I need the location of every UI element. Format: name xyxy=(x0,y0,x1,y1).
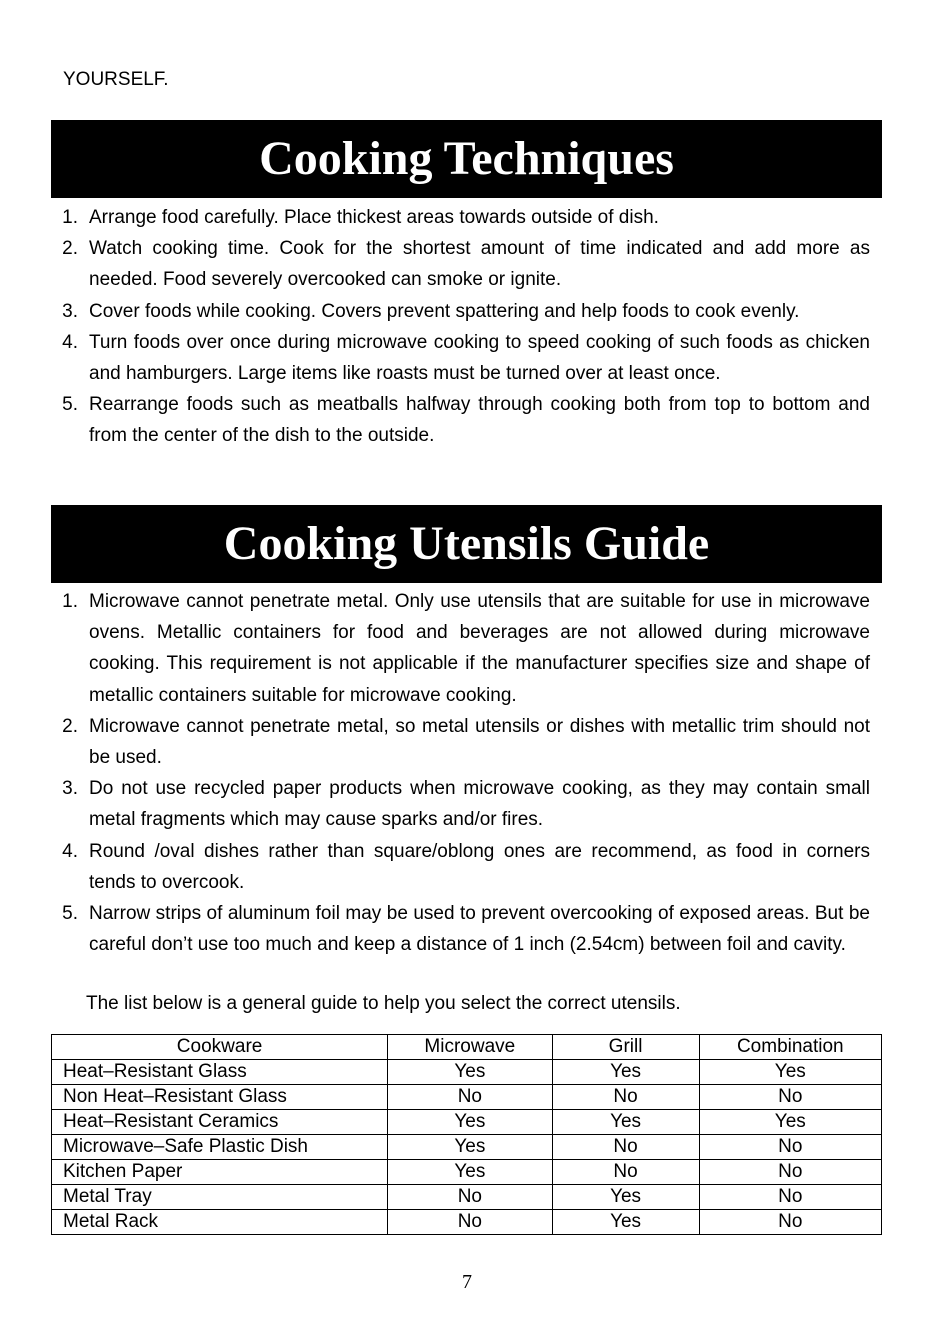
cookware-cell: Heat–Resistant Ceramics xyxy=(52,1110,388,1135)
item-text: Narrow strips of aluminum foil may be used to prevent overcooking of exposed areas. But be careful don’t use too much and keep a distance of 1 inch (2.54cm) between foil and cavity. xyxy=(89,903,870,956)
item-number: 1. xyxy=(62,591,78,612)
grill-cell: Yes xyxy=(552,1060,699,1085)
microwave-cell: No xyxy=(388,1185,552,1210)
combination-cell: No xyxy=(699,1085,881,1110)
item-number: 5. xyxy=(62,903,78,925)
microwave-cell: Yes xyxy=(388,1135,552,1160)
list-item xyxy=(54,898,870,960)
utensils-table xyxy=(51,1034,882,1235)
header-cookware: Cookware xyxy=(52,1035,388,1060)
combination-cell: No xyxy=(699,1185,881,1210)
item-number: 5. xyxy=(62,394,78,416)
header-microwave: Microwave xyxy=(388,1035,552,1060)
list-item xyxy=(54,773,870,835)
table-row xyxy=(52,1110,882,1135)
item-text: Microwave cannot penetrate metal. Only use utensils that are suitable for use in microwave ovens. Metallic containers for food and beverages are not allowed during microwave cooking. This requirement is not applicable if the manufacturer specifies size and shape of metallic containers suitable for microwave cooking. xyxy=(89,591,870,706)
cookware-cell: Heat–Resistant Glass xyxy=(52,1060,388,1085)
item-number: 1. xyxy=(62,207,78,228)
combination-cell: Yes xyxy=(699,1110,881,1135)
section-title-techniques: Cooking Techniques xyxy=(51,120,882,198)
cookware-cell: Metal Rack xyxy=(52,1210,388,1235)
grill-cell: Yes xyxy=(552,1110,699,1135)
guide-note: The list below is a general guide to help you select the correct utensils. xyxy=(86,993,681,1014)
item-text: Do not use recycled paper products when microwave cooking, as they may contain small metal fragments which may cause sparks and/or fires. xyxy=(89,778,870,831)
grill-cell: No xyxy=(552,1135,699,1160)
item-text: Microwave cannot penetrate metal, so metal utensils or dishes with metallic trim should not be used. xyxy=(89,715,870,769)
item-number: 4. xyxy=(62,840,78,862)
combination-cell: No xyxy=(699,1160,881,1185)
list-item xyxy=(54,296,870,327)
list-item xyxy=(54,233,870,295)
item-text: Cover foods while cooking. Covers prevent spattering and help foods to cook evenly. xyxy=(89,300,800,322)
table-row xyxy=(52,1085,882,1110)
list-item xyxy=(54,389,870,451)
table-row xyxy=(52,1210,882,1235)
utensils-list xyxy=(54,586,870,960)
grill-cell: Yes xyxy=(552,1210,699,1235)
techniques-list xyxy=(54,202,870,452)
microwave-cell: No xyxy=(388,1210,552,1235)
list-item xyxy=(54,836,870,898)
carryover-text: YOURSELF. xyxy=(63,69,169,90)
list-item xyxy=(54,711,870,773)
item-number: 2. xyxy=(62,715,78,737)
cookware-cell: Non Heat–Resistant Glass xyxy=(52,1085,388,1110)
list-item xyxy=(54,327,870,389)
combination-cell: Yes xyxy=(699,1060,881,1085)
item-number: 3. xyxy=(62,778,78,800)
microwave-cell: Yes xyxy=(388,1060,552,1085)
table-row xyxy=(52,1185,882,1210)
page-number: 7 xyxy=(462,1271,472,1293)
cookware-cell: Microwave–Safe Plastic Dish xyxy=(52,1135,388,1160)
microwave-cell: Yes xyxy=(388,1110,552,1135)
item-text: Round /oval dishes rather than square/oblong ones are recommend, as food in corners tends to overcook. xyxy=(89,840,870,893)
header-combination: Combination xyxy=(699,1035,881,1060)
grill-cell: No xyxy=(552,1085,699,1110)
item-number: 4. xyxy=(62,331,78,353)
item-text: Rearrange foods such as meatballs halfway through cooking both from top to bottom and from the center of the dish to the outside. xyxy=(89,394,870,447)
microwave-cell: Yes xyxy=(388,1160,552,1185)
item-text: Watch cooking time. Cook for the shortest amount of time indicated and add more as needed. Food severely overcooked can smoke or ignite. xyxy=(89,238,870,291)
cookware-cell: Kitchen Paper xyxy=(52,1160,388,1185)
table-header-row xyxy=(52,1035,882,1060)
grill-cell: No xyxy=(552,1160,699,1185)
item-number: 3. xyxy=(62,300,78,322)
microwave-cell: No xyxy=(388,1085,552,1110)
grill-cell: Yes xyxy=(552,1185,699,1210)
table-row xyxy=(52,1160,882,1185)
item-text: Arrange food carefully. Place thickest areas towards outside of dish. xyxy=(89,207,659,228)
item-number: 2. xyxy=(62,238,78,260)
list-item xyxy=(54,202,870,233)
cookware-cell: Metal Tray xyxy=(52,1185,388,1210)
item-text: Turn foods over once during microwave cooking to speed cooking of such foods as chicken and hamburgers. Large items like roasts must be turned over at least once. xyxy=(89,331,870,385)
section-title-utensils: Cooking Utensils Guide xyxy=(51,505,882,583)
list-item xyxy=(54,586,870,711)
header-grill: Grill xyxy=(552,1035,699,1060)
combination-cell: No xyxy=(699,1210,881,1235)
combination-cell: No xyxy=(699,1135,881,1160)
table-row xyxy=(52,1135,882,1160)
table-row xyxy=(52,1060,882,1085)
